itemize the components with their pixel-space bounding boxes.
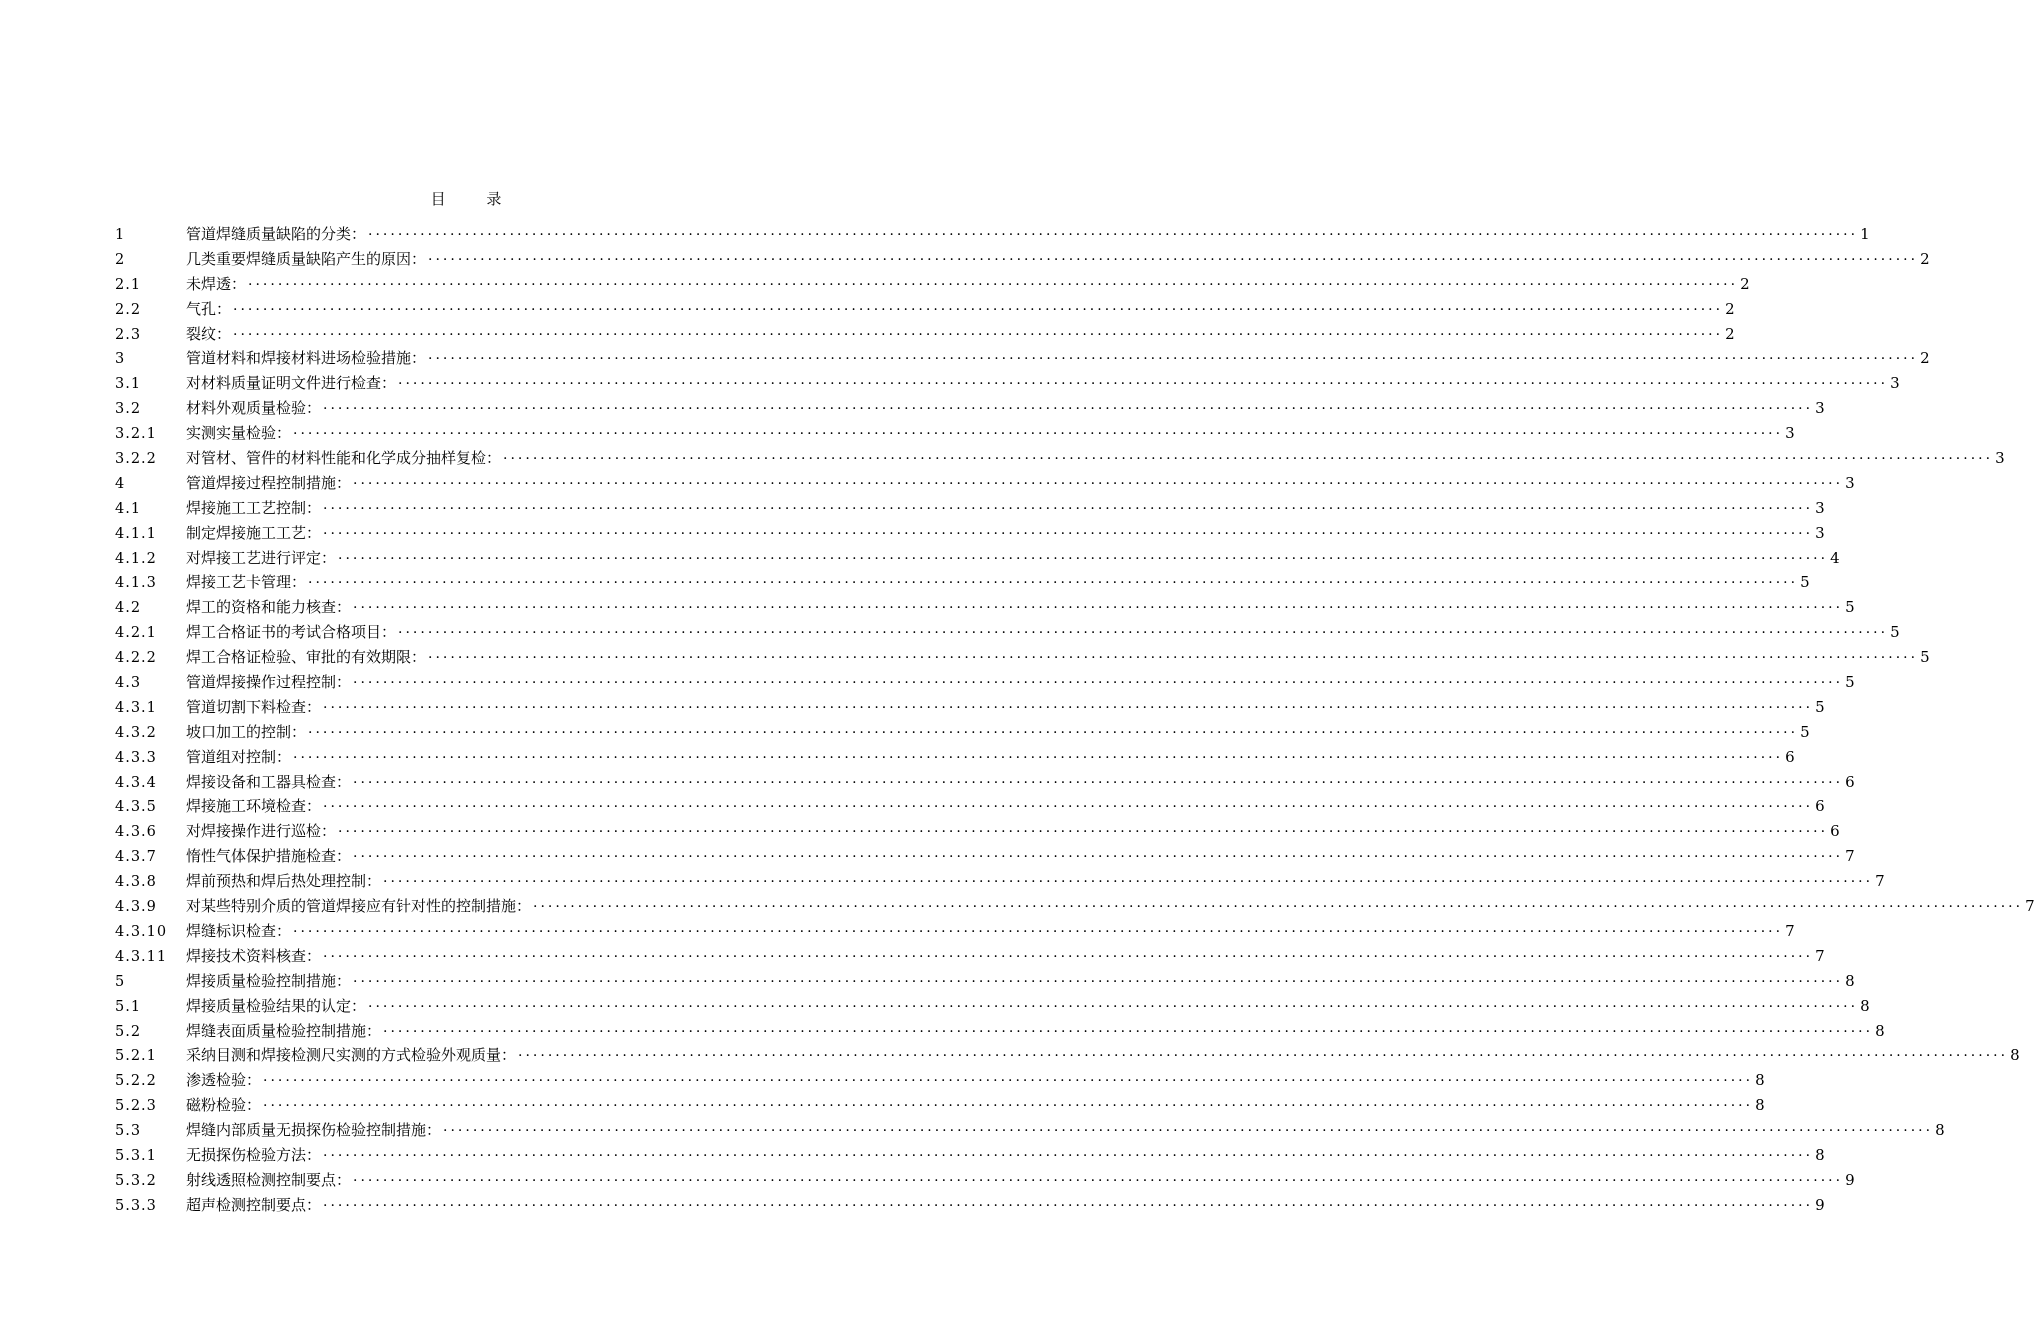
toc-entry[interactable] [115, 247, 1930, 272]
toc-dot-leader: ········································································································································································································ [503, 451, 1994, 468]
toc-entry[interactable] [115, 272, 1750, 297]
toc-entry-title: 磁粉检验： [186, 1096, 262, 1115]
toc-entry[interactable] [115, 521, 1825, 546]
toc-entry-number: 5.3.3 [115, 1197, 157, 1214]
toc-entry[interactable] [115, 396, 1825, 421]
toc-entry[interactable] [115, 944, 1825, 969]
toc-entry-number: 4.3.9 [115, 899, 157, 916]
toc-dot-leader: ········································································································································································································ [263, 1098, 1754, 1115]
toc-entry-number: 4.3.6 [115, 824, 157, 841]
toc-entry[interactable] [115, 720, 1810, 745]
toc-entry-number: 5.2.3 [115, 1098, 157, 1115]
toc-entry-number: 4.1.2 [115, 550, 157, 567]
toc-entry-title: 管道组对控制： [186, 747, 292, 766]
toc-entry-title: 实测实量检验： [186, 424, 292, 443]
toc-entry-number: 3.2.2 [115, 451, 157, 468]
toc-entry-number: 5.2.2 [115, 1073, 157, 1090]
toc-entry-number: 4.3.8 [115, 874, 157, 891]
toc-entry[interactable] [115, 1143, 1825, 1168]
toc-entry-page: 8 [1845, 971, 1855, 990]
toc-entry[interactable] [115, 869, 1885, 894]
toc-entry-page: 3 [1785, 424, 1795, 443]
toc-entry[interactable] [115, 620, 1900, 645]
toc-entry[interactable] [115, 819, 1840, 844]
toc-entry-number: 5.3 [115, 1123, 142, 1140]
toc-entry-number: 4.2.1 [115, 625, 157, 642]
toc-entry-page: 2 [1740, 274, 1750, 293]
toc-entry-title: 管道焊缝质量缺陷的分类： [186, 225, 367, 243]
toc-entry-number: 2 [115, 251, 126, 268]
toc-entry-page: 3 [1815, 399, 1825, 418]
toc-entry-title: 管道焊接操作过程控制： [186, 673, 352, 692]
toc-entry[interactable] [115, 1093, 1765, 1118]
toc-entry-title: 焊接技术资料核查： [186, 946, 322, 965]
toc-entry-title: 焊接施工工艺控制： [186, 498, 322, 517]
toc-entry[interactable] [115, 222, 1870, 247]
toc-entry-title: 焊前预热和焊后热处理控制： [186, 872, 382, 891]
toc-entry-title: 制定焊接施工工艺： [186, 523, 322, 542]
toc-dot-leader: ········································································································································································································ [383, 1023, 1874, 1040]
toc-entry-page: 3 [1815, 523, 1825, 542]
toc-dot-leader: ········································································································································································································ [443, 1123, 1934, 1140]
toc-dot-leader: ········································································································································································································ [323, 1197, 1814, 1214]
toc-entry[interactable] [115, 645, 1930, 670]
toc-entry-title: 几类重要焊缝质量缺陷产生的原因： [186, 249, 427, 268]
toc-entry[interactable] [115, 421, 1795, 446]
toc-dot-leader: ········································································································································································································ [353, 849, 1844, 866]
toc-entry-page: 7 [1845, 847, 1855, 866]
toc-dot-leader: ········································································································································································································ [518, 1048, 2009, 1065]
toc-entry-number: 4.3.2 [115, 724, 157, 741]
toc-entry-page: 5 [1845, 673, 1855, 692]
toc-entry[interactable] [115, 595, 1855, 620]
toc-entry-number: 4.2.2 [115, 650, 157, 667]
toc-dot-leader: ········································································································································································································ [428, 650, 1919, 667]
toc-entry-title: 裂纹： [186, 324, 232, 343]
toc-entry-title: 焊工的资格和能力核查： [186, 598, 352, 617]
toc-entry-page: 7 [1875, 872, 1885, 891]
toc-entry-page: 6 [1815, 797, 1825, 816]
toc-entry-page: 3 [1995, 449, 2005, 468]
toc-entry[interactable] [115, 471, 1855, 496]
toc-entry-number: 4.3.7 [115, 849, 157, 866]
toc-dot-leader: ········································································································································································································ [293, 923, 1784, 940]
toc-entry-page: 5 [1815, 697, 1825, 716]
toc-entry-number: 4.1.3 [115, 575, 157, 592]
toc-entry-number: 4.3.11 [115, 948, 168, 965]
toc-entry[interactable] [115, 1118, 1945, 1143]
toc-entry-number: 2.2 [115, 301, 142, 318]
toc-entry-page: 8 [1935, 1121, 1945, 1140]
toc-entry[interactable] [115, 745, 1795, 770]
toc-entry-page: 5 [1800, 573, 1810, 592]
toc-entry-title: 采纳目测和焊接检测尺实测的方式检验外观质量： [186, 1046, 517, 1065]
toc-entry-title: 对某些特别介质的管道焊接应有针对性的控制措施： [186, 897, 532, 916]
toc-dot-leader: ········································································································································································································ [308, 724, 1799, 741]
toc-entry-number: 5.3.2 [115, 1172, 157, 1189]
toc-entry-page: 9 [1845, 1170, 1855, 1189]
toc-entry-title: 对焊接操作进行巡检： [186, 822, 337, 841]
toc-dot-leader: ········································································································································································································ [353, 973, 1844, 990]
toc-entry-title: 焊接工艺卡管理： [186, 573, 307, 592]
toc-dot-leader: ········································································································································································································ [428, 251, 1919, 268]
toc-entry-title: 焊工合格证书的考试合格项目： [186, 623, 397, 642]
toc-entry-page: 5 [1845, 598, 1855, 617]
toc-entry-number: 2.1 [115, 276, 142, 293]
toc-dot-leader: ········································································································································································································ [353, 1172, 1844, 1189]
toc-entry-number: 5.2 [115, 1023, 142, 1040]
toc-entry-title: 对管材、管件的材料性能和化学成分抽样复检： [186, 449, 502, 468]
toc-dot-leader: ········································································································································································································ [353, 774, 1844, 791]
toc-dot-leader: ········································································································································································································ [293, 426, 1784, 443]
toc-entry-page: 5 [1800, 722, 1810, 741]
toc-entry[interactable] [115, 894, 2035, 919]
toc-entry[interactable] [115, 322, 1735, 347]
toc-entry-title: 管道焊接过程控制措施： [186, 473, 352, 492]
toc-entry[interactable] [115, 794, 1825, 819]
toc-entry-page: 8 [1875, 1021, 1885, 1040]
toc-entry-number: 3.1 [115, 376, 142, 393]
toc-dot-leader: ········································································································································································································ [428, 351, 1919, 368]
toc-entry-page: 3 [1815, 498, 1825, 517]
toc-entry-page: 7 [1815, 946, 1825, 965]
toc-entry-number: 4.3.3 [115, 749, 157, 766]
toc-dot-leader: ········································································································································································································ [233, 301, 1724, 318]
toc-dot-leader: ········································································································································································································ [353, 675, 1844, 692]
toc-entry[interactable] [115, 346, 1930, 371]
toc-entry-title: 坡口加工的控制： [186, 722, 307, 741]
toc-dot-leader: ········································································································································································································ [533, 899, 2024, 916]
toc-entry-number: 4.3.10 [115, 923, 168, 940]
toc-entry-number: 4.2 [115, 600, 142, 617]
toc-entry-page: 8 [1755, 1096, 1765, 1115]
toc-entry-number: 5.3.1 [115, 1147, 157, 1164]
toc-entry[interactable] [115, 844, 1855, 869]
toc-dot-leader: ········································································································································································································ [383, 874, 1874, 891]
toc-dot-leader: ········································································································································································································ [338, 824, 1829, 841]
toc-entry-title: 管道切割下料检查： [186, 697, 322, 716]
toc-entry-page: 3 [1890, 374, 1900, 393]
toc-entry-title: 焊工合格证检验、审批的有效期限： [186, 648, 427, 667]
toc-entry-page: 3 [1845, 473, 1855, 492]
toc-entry-page: 5 [1920, 648, 1930, 667]
toc-entry-page: 8 [1815, 1145, 1825, 1164]
toc-entry-number: 5.1 [115, 998, 142, 1015]
toc-entry[interactable] [115, 1043, 2020, 1068]
toc-entry-title: 惰性气体保护措施检查： [186, 847, 352, 866]
toc-entry-title: 无损探伤检验方法： [186, 1145, 322, 1164]
toc-entry-title: 焊接施工环境检查： [186, 797, 322, 816]
toc-entry-title: 渗透检验： [186, 1071, 262, 1090]
toc-dot-leader: ········································································································································································································ [368, 998, 1859, 1015]
toc-dot-leader: ········································································································································································································ [398, 625, 1889, 642]
toc-entry-number: 4.3.1 [115, 699, 157, 716]
toc-entry-number: 4 [115, 475, 126, 492]
toc-entry[interactable] [115, 770, 1855, 795]
toc-entry-page: 1 [1860, 225, 1870, 243]
toc-entry-page: 8 [1860, 996, 1870, 1015]
toc-entry-page: 9 [1815, 1195, 1825, 1214]
toc-dot-leader: ········································································································································································································ [323, 525, 1814, 542]
toc-dot-leader: ········································································································································································································ [323, 401, 1814, 418]
toc-dot-leader: ········································································································································································································ [323, 500, 1814, 517]
toc-entry[interactable] [115, 1168, 1855, 1193]
toc-entry[interactable] [115, 670, 1855, 695]
toc-entry-page: 8 [1755, 1071, 1765, 1090]
toc-dot-leader: ········································································································································································································ [323, 699, 1814, 716]
toc-entry[interactable] [115, 919, 1795, 944]
toc-entry-page: 7 [2025, 897, 2035, 916]
toc-entry[interactable] [115, 371, 1900, 396]
toc-entry-number: 3.2 [115, 401, 142, 418]
toc-entry-page: 7 [1785, 921, 1795, 940]
toc-entry-page: 5 [1890, 623, 1900, 642]
toc-entry-title: 焊接质量检验控制措施： [186, 971, 352, 990]
toc-entry[interactable] [115, 1068, 1765, 1093]
toc-dot-leader: ········································································································································································································ [323, 948, 1814, 965]
toc-entry[interactable] [115, 546, 1840, 571]
toc-entry-title: 对材料质量证明文件进行检查： [186, 374, 397, 393]
toc-entry[interactable] [115, 1193, 1825, 1218]
toc-entry-title: 材料外观质量检验： [186, 399, 322, 418]
toc-entry[interactable] [115, 496, 1825, 521]
toc-dot-leader: ········································································································································································································ [323, 1147, 1814, 1164]
toc-entry-page: 8 [2010, 1046, 2020, 1065]
toc-entry-page: 2 [1920, 349, 1930, 368]
toc-dot-leader: ········································································································································································································ [263, 1073, 1754, 1090]
toc-entry-page: 2 [1920, 249, 1930, 268]
toc-dot-leader: ········································································································································································································ [368, 227, 1859, 243]
toc-dot-leader: ········································································································································································································ [353, 475, 1844, 492]
toc-entry[interactable] [115, 695, 1825, 720]
toc-entry-number: 4.1.1 [115, 525, 157, 542]
toc-entry-title: 超声检测控制要点： [186, 1195, 322, 1214]
toc-entry-page: 6 [1830, 822, 1840, 841]
toc-entry-page: 6 [1785, 747, 1795, 766]
toc-entry-page: 4 [1830, 548, 1840, 567]
toc-entry-page: 2 [1725, 324, 1735, 343]
toc-entry-title: 气孔： [186, 299, 232, 318]
toc-dot-leader: ········································································································································································································ [248, 276, 1739, 293]
toc-entry-title: 焊缝内部质量无损探伤检验控制措施： [186, 1121, 442, 1140]
toc-entry-title: 射线透照检测控制要点： [186, 1170, 352, 1189]
toc-entry-number: 5 [115, 973, 126, 990]
toc-entry[interactable] [115, 969, 1855, 994]
toc-entry-number: 4.3.4 [115, 774, 157, 791]
toc-dot-leader: ········································································································································································································ [293, 749, 1784, 766]
toc-entry-number: 4.3.5 [115, 799, 157, 816]
toc-dot-leader: ········································································································································································································ [398, 376, 1889, 393]
toc-entry-number: 3.2.1 [115, 426, 157, 443]
toc-entry-page: 6 [1845, 772, 1855, 791]
toc-dot-leader: ········································································································································································································ [338, 550, 1829, 567]
toc-dot-leader: ········································································································································································································ [353, 600, 1844, 617]
toc-entry-title: 焊缝标识检查： [186, 921, 292, 940]
toc-entry[interactable] [115, 297, 1735, 322]
toc-entry[interactable] [115, 994, 1870, 1019]
toc-entry-number: 2.3 [115, 326, 142, 343]
toc-entry-title: 焊接设备和工器具检查： [186, 772, 352, 791]
toc-title: 目 录 [430, 190, 520, 208]
toc-dot-leader: ········································································································································································································ [233, 326, 1724, 343]
table-of-contents [115, 222, 2035, 1218]
toc-entry-number: 1 [115, 227, 126, 243]
toc-entry[interactable] [115, 446, 2005, 471]
toc-entry-number: 3 [115, 351, 126, 368]
toc-entry-title: 未焊透： [186, 274, 247, 293]
toc-dot-leader: ········································································································································································································ [308, 575, 1799, 592]
toc-entry-number: 4.1 [115, 500, 142, 517]
toc-dot-leader: ········································································································································································································ [323, 799, 1814, 816]
toc-entry-page: 2 [1725, 299, 1735, 318]
toc-entry[interactable] [115, 1019, 1885, 1044]
toc-entry-title: 对焊接工艺进行评定： [186, 548, 337, 567]
toc-entry-title: 焊接质量检验结果的认定： [186, 996, 367, 1015]
toc-entry-number: 4.3 [115, 675, 142, 692]
toc-entry-title: 焊缝表面质量检验控制措施： [186, 1021, 382, 1040]
toc-entry-title: 管道材料和焊接材料进场检验措施： [186, 349, 427, 368]
toc-entry-number: 5.2.1 [115, 1048, 157, 1065]
toc-entry[interactable] [115, 570, 1810, 595]
